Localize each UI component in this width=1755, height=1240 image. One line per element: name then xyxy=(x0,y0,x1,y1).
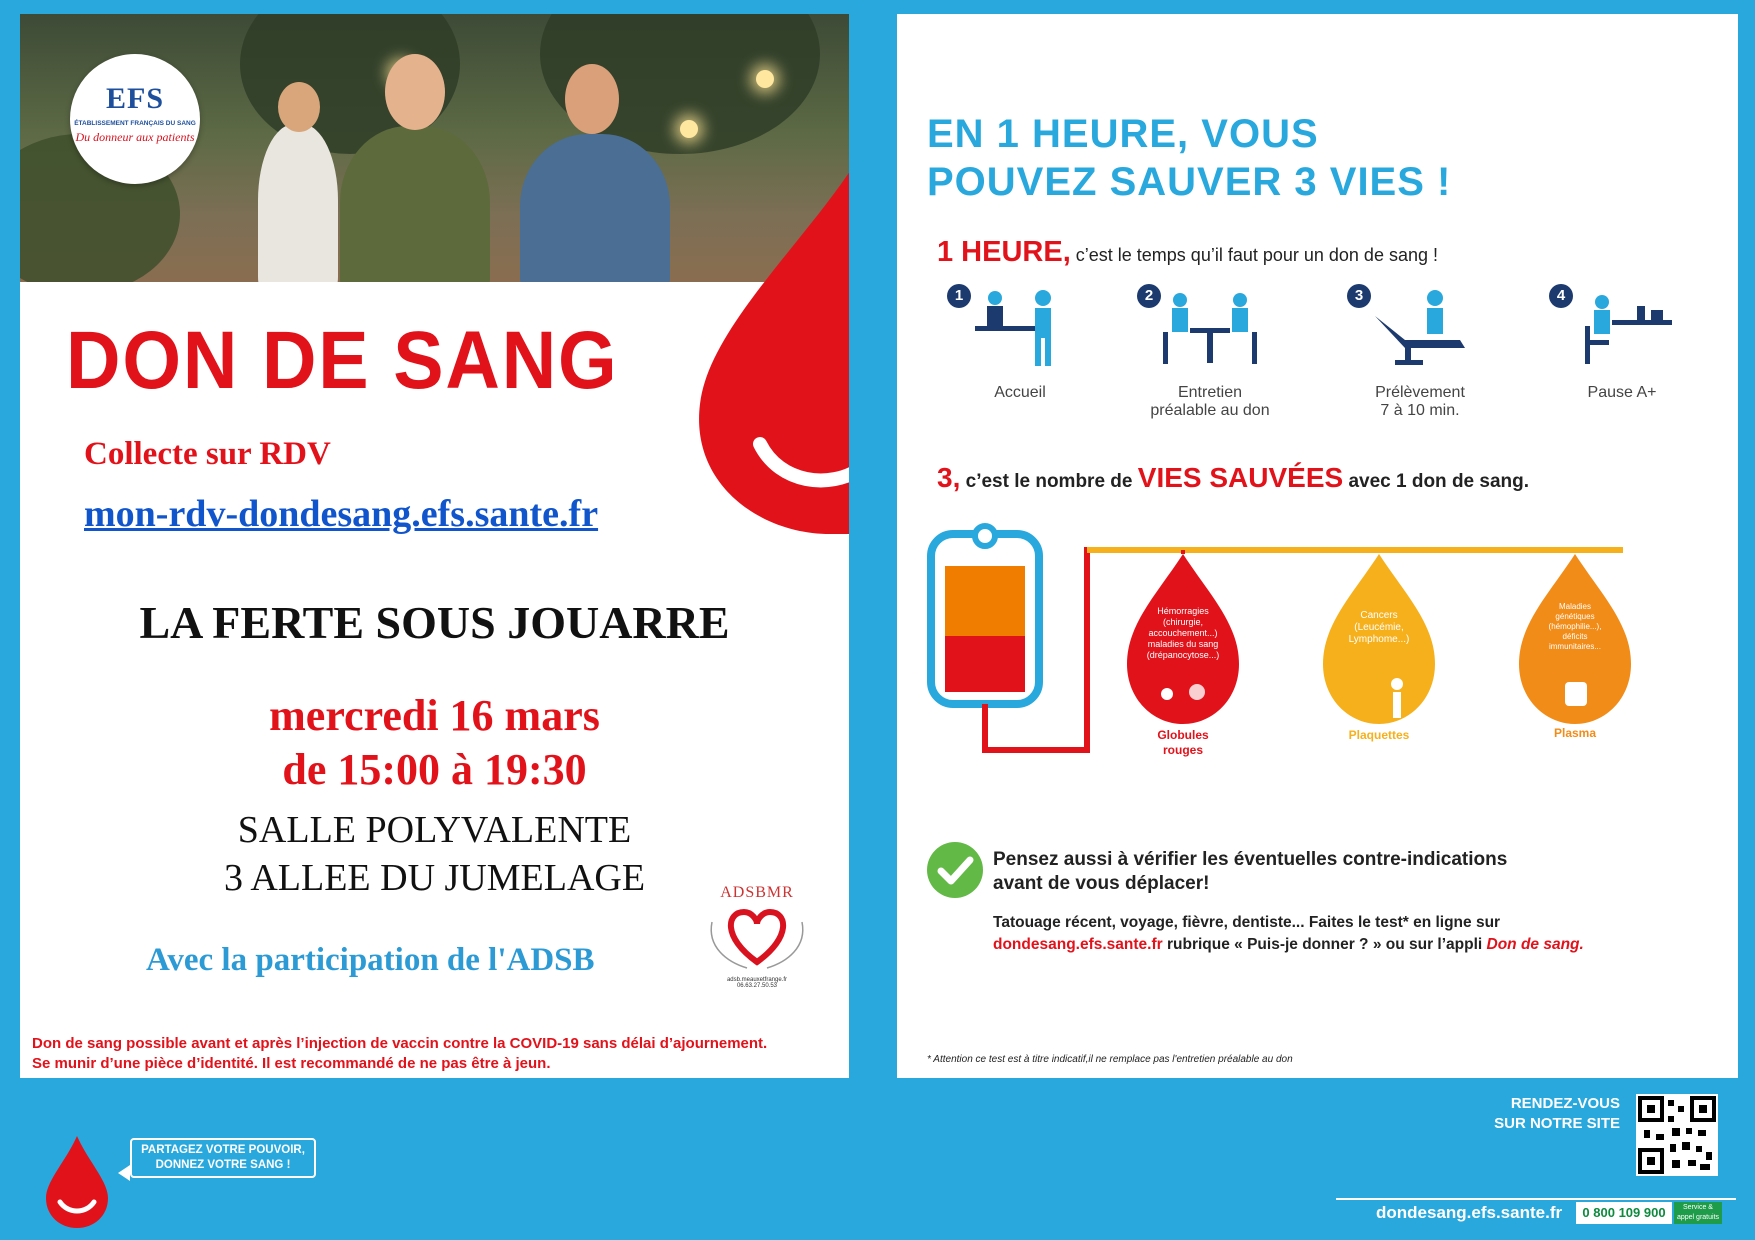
step-sublabel: préalable au don xyxy=(1150,402,1270,419)
slogan-line2: DONNEZ VOTRE SANG ! xyxy=(155,1159,291,1171)
step-label: Accueil xyxy=(994,384,1046,401)
interview-icon xyxy=(1155,288,1265,368)
desc-line: Lymphome...) xyxy=(1348,634,1410,645)
lives-saved-line xyxy=(937,462,1529,494)
platelets-desc xyxy=(1309,610,1449,646)
contraindications-text-line1: Tatouage récent, voyage, fièvre, dentiste... Faites le test* en ligne sur xyxy=(993,914,1501,931)
desc-line: Cancers xyxy=(1360,610,1398,621)
lives-text2: avec 1 don de sang. xyxy=(1343,471,1530,492)
info-title-line1: EN 1 HEURE, VOUS xyxy=(927,112,1319,156)
footer-site-url[interactable]: dondesang.efs.sante.fr xyxy=(1376,1203,1563,1222)
city-name: LA FERTE SOUS JOUARRE xyxy=(139,597,730,648)
one-hour-line xyxy=(937,236,1438,269)
desc-line: (hémophilie...), xyxy=(1548,622,1602,631)
contraindications-title-line1: Pensez aussi à vérifier les éventuelles contre-indications xyxy=(993,849,1508,870)
efs-logo-brand: EFS xyxy=(105,82,165,115)
poster-title: DON DE SANG xyxy=(66,315,619,406)
drop-label: Plaquettes xyxy=(1348,728,1410,742)
plasma-label xyxy=(1505,726,1645,740)
speech-bubble-tail xyxy=(118,1165,130,1181)
desc-line: déficits xyxy=(1562,632,1588,641)
efs-logo-subtitle: ÉTABLISSEMENT FRANÇAIS DU SANG xyxy=(74,120,196,127)
right-infographic xyxy=(897,14,1738,1078)
adsb-contact-site: adsb.meauxetfrange.fr xyxy=(726,977,788,983)
donation-chair-icon xyxy=(1365,288,1475,368)
legal-notice xyxy=(32,1034,842,1074)
blood-components-infographic xyxy=(927,514,1717,794)
slogan-line1: PARTAGEZ VOTRE POUVOIR, xyxy=(141,1144,305,1156)
adsb-logo-name: ADSBMR xyxy=(720,884,794,901)
one-hour-highlight: 1 HEURE, xyxy=(937,236,1071,268)
one-hour-text: c’est le temps qu’il faut pour un don de sang ! xyxy=(1070,245,1438,265)
snack-icon xyxy=(1567,288,1677,368)
drop-label: Globules xyxy=(1157,728,1209,742)
red-cells-label xyxy=(1113,728,1253,758)
footer-divider xyxy=(1336,1198,1736,1200)
smiling-drop-icon xyxy=(44,1136,110,1228)
legal-line-covid: Don de sang possible avant et après l’injection de vaccin contre la COVID-19 sans délai d’ajournement. xyxy=(32,1035,768,1052)
step-label: Pause A+ xyxy=(1587,384,1657,401)
desc-line: (drépanocytose...) xyxy=(1146,650,1220,660)
date-line: mercredi 16 mars xyxy=(269,691,600,740)
step-label: Entretien xyxy=(1177,384,1243,401)
step-label: Prélèvement xyxy=(1375,384,1465,401)
lives-highlight: VIES SAUVÉES xyxy=(1137,462,1344,493)
step-number: 3 xyxy=(1347,284,1371,308)
desc-line: Hémorragies xyxy=(1157,606,1209,616)
info-title-line2: POUVEZ SAUVER 3 VIES ! xyxy=(927,160,1452,204)
legal-line-id: Se munir d’une pièce d’identité. Il est recommandé de ne pas être à jeun. xyxy=(32,1055,551,1072)
collecte-label: Collecte sur RDV xyxy=(84,436,331,472)
app-name: Don de sang. xyxy=(1486,936,1584,953)
step-donation xyxy=(1335,284,1505,420)
adsb-contact-phone: 06.63.27.50.53 xyxy=(736,983,778,989)
step-interview xyxy=(1125,284,1295,420)
desc-line: accouchement...) xyxy=(1148,628,1218,638)
lives-text1: c’est le nombre de xyxy=(960,471,1138,492)
reception-icon xyxy=(965,288,1075,368)
platelets-label xyxy=(1309,728,1449,742)
step-snack xyxy=(1537,284,1707,402)
checkmark-icon xyxy=(927,842,983,898)
contraindications-title xyxy=(993,848,1507,896)
efs-logo xyxy=(70,54,200,184)
visit-site-line1: RENDEZ-VOUS xyxy=(1510,1095,1620,1112)
step-number: 4 xyxy=(1549,284,1573,308)
blood-drop-icon xyxy=(680,114,849,534)
step-sublabel: 7 à 10 min. xyxy=(1380,402,1460,419)
venue-name: SALLE POLYVALENTE xyxy=(237,809,632,851)
free-call-badge: Service & appel gratuits xyxy=(1674,1202,1722,1224)
drop-sublabel: rouges xyxy=(1162,743,1203,757)
contraindications-text-line2: rubrique « Puis-je donner ? » ou sur l’appli xyxy=(1162,936,1487,953)
desc-line: maladies du sang xyxy=(1147,639,1219,649)
step-number: 1 xyxy=(947,284,971,308)
heart-hands-icon xyxy=(702,902,812,972)
time-line: de 15:00 à 19:30 xyxy=(282,745,587,794)
participation-text: Avec la participation de l'ADSB xyxy=(146,942,595,978)
red-cells-desc xyxy=(1113,606,1253,661)
left-poster xyxy=(20,14,849,1078)
slogan-bubble xyxy=(130,1138,316,1178)
appointment-link[interactable]: mon-rdv-dondesang.efs.sante.fr xyxy=(84,493,599,535)
desc-line: (Leucémie, xyxy=(1354,622,1404,633)
plasma-desc xyxy=(1505,602,1645,652)
contraindications-title-line2: avant de vous déplacer! xyxy=(993,873,1210,894)
contraindications-text xyxy=(993,912,1713,956)
efs-logo-tagline: Du donneur aux patients xyxy=(75,130,195,144)
info-title xyxy=(927,110,1451,206)
desc-line: (chirurgie, xyxy=(1162,617,1203,627)
visit-site-label xyxy=(1460,1094,1620,1134)
desc-line: Maladies xyxy=(1558,602,1591,611)
desc-line: immunitaires... xyxy=(1548,642,1601,651)
step-reception xyxy=(935,284,1105,402)
desc-line: génétiques xyxy=(1555,612,1595,621)
adsb-logo xyxy=(692,884,822,1014)
qr-code-icon[interactable] xyxy=(1636,1094,1718,1176)
drop-label: Plasma xyxy=(1553,726,1597,740)
phone-number[interactable]: 0 800 109 900 xyxy=(1576,1202,1672,1224)
step-number: 2 xyxy=(1137,284,1161,308)
test-site-link[interactable]: dondesang.efs.sante.fr xyxy=(993,936,1163,953)
visit-site-line2: SUR NOTRE SITE xyxy=(1494,1115,1620,1132)
venue-address: 3 ALLEE DU JUMELAGE xyxy=(223,857,646,899)
footnote: * Attention ce test est à titre indicatif,il ne remplace pas l'entretien préalable au don xyxy=(927,1054,1293,1065)
lives-number: 3, xyxy=(937,462,961,493)
